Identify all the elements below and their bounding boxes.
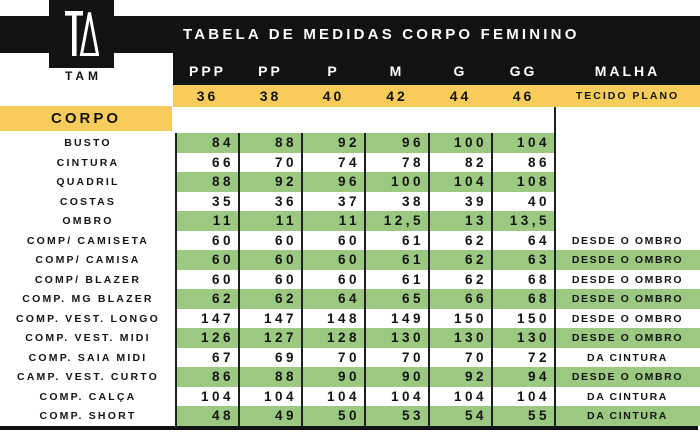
measurement-cell: 12,5	[383, 213, 424, 228]
malha-cell: DESDE O OMBRO	[571, 293, 684, 305]
measurement-row	[0, 231, 700, 251]
size-value: 38	[259, 88, 282, 104]
row-label: COMP. MG BLAZER	[22, 293, 154, 305]
measurement-cell: 60	[337, 271, 360, 287]
measurement-cell: 64	[527, 232, 550, 248]
measurement-cell: 130	[516, 330, 550, 345]
measurement-cell: 13	[464, 213, 487, 228]
size-value: 44	[449, 88, 472, 104]
measurement-row	[0, 211, 700, 231]
measurement-cell: 127	[263, 330, 297, 345]
malha-cell: DA CINTURA	[587, 351, 668, 364]
measurement-cell: 50	[337, 408, 360, 423]
row-label: COMP. CALÇA	[39, 390, 137, 403]
measurement-row	[0, 289, 700, 309]
measurement-cell: 150	[453, 310, 487, 326]
measurement-cell: 148	[326, 310, 360, 326]
size-value: 36	[196, 88, 219, 104]
measurement-cell: 88	[274, 135, 297, 150]
size-column-header: M	[389, 63, 405, 79]
measurement-cell: 150	[516, 310, 550, 326]
measurement-cell: 64	[337, 291, 360, 306]
measurement-cell: 60	[211, 271, 234, 287]
measurement-cell: 104	[453, 174, 487, 189]
measurement-cell: 82	[464, 154, 487, 170]
measurement-cell: 53	[401, 408, 424, 423]
measurement-cell: 90	[337, 369, 360, 384]
row-label: CAMP. VEST. CURTO	[16, 371, 160, 383]
measurement-cell: 104	[516, 135, 550, 150]
row-label: COMP/ CAMISA	[35, 254, 141, 266]
measurement-row	[0, 153, 700, 173]
measurement-cell: 70	[401, 349, 424, 365]
page-title: TABELA DE MEDIDAS CORPO FEMININO	[183, 26, 580, 43]
measurement-cell: 63	[527, 252, 550, 267]
measurement-cell: 88	[211, 174, 234, 189]
size-value: 40	[322, 88, 345, 104]
measurement-cell: 67	[211, 349, 234, 365]
measurement-cell: 38	[401, 193, 424, 209]
measurement-row	[0, 270, 700, 290]
measurement-cell: 74	[337, 154, 360, 170]
measurement-cell: 70	[274, 154, 297, 170]
measurement-row	[0, 192, 700, 212]
measurement-cell: 84	[211, 135, 234, 150]
measurement-row	[0, 348, 700, 368]
row-label: OMBRO	[62, 215, 114, 227]
size-column-header: GG	[509, 63, 538, 79]
row-label: COMP. VEST. MIDI	[25, 332, 151, 344]
measurement-cell: 37	[337, 193, 360, 209]
measurement-cell: 108	[516, 174, 550, 189]
measurement-cell: 62	[464, 271, 487, 287]
measurement-cell: 104	[263, 388, 297, 404]
row-label: CINTURA	[56, 156, 120, 169]
ta-logo-icon	[65, 11, 99, 59]
measurement-cell: 39	[464, 193, 487, 209]
malha-cell: DA CINTURA	[587, 410, 668, 422]
measurement-cell: 35	[211, 193, 234, 209]
malha-cell: DESDE O OMBRO	[571, 273, 684, 286]
measurement-cell: 72	[527, 349, 550, 365]
malha-cell: DESDE O OMBRO	[571, 312, 684, 325]
row-label: COMP. SHORT	[39, 410, 137, 422]
measurement-cell: 104	[516, 388, 550, 404]
measurement-row	[0, 328, 700, 348]
malha-cell: DESDE O OMBRO	[571, 332, 684, 344]
measurement-cell: 62	[274, 291, 297, 306]
row-label: COMP/ CAMISETA	[26, 234, 150, 247]
measurement-cell: 60	[274, 271, 297, 287]
measurement-cell: 60	[337, 232, 360, 248]
brand-logo-box	[49, 0, 114, 68]
malha-cell: DESDE O OMBRO	[571, 371, 684, 383]
row-label: COMP/ BLAZER	[34, 273, 142, 286]
measurement-cell: 61	[401, 271, 424, 287]
measurement-cell: 11	[338, 213, 360, 228]
measurement-cell: 96	[401, 135, 424, 150]
measurement-cell: 130	[453, 330, 487, 345]
measurement-cell: 88	[274, 369, 297, 384]
measurement-cell: 96	[337, 174, 360, 189]
measurement-cell: 130	[390, 330, 424, 345]
measurement-row	[0, 309, 700, 329]
measurement-cell: 78	[401, 154, 424, 170]
measurement-cell: 104	[326, 388, 360, 404]
measurement-cell: 92	[274, 174, 297, 189]
row-label: COMP. VEST. LONGO	[16, 312, 160, 325]
measurement-cell: 11	[212, 213, 234, 228]
measurement-row	[0, 387, 700, 407]
measurement-cell: 36	[274, 193, 297, 209]
measurement-cell: 149	[390, 310, 424, 326]
measurement-cell: 60	[274, 252, 297, 267]
measurement-cell: 11	[275, 213, 297, 228]
measurement-row	[0, 133, 700, 153]
measurement-cell: 69	[274, 349, 297, 365]
measurement-cell: 54	[464, 408, 487, 423]
measurement-cell: 94	[527, 369, 550, 384]
measurement-cell: 86	[211, 369, 234, 384]
measurement-cell: 92	[464, 369, 487, 384]
row-label: COSTAS	[59, 195, 117, 208]
tecido-plano-label: TECIDO PLANO	[575, 90, 680, 102]
size-column-header: P	[327, 63, 340, 79]
measurement-cell: 68	[527, 291, 550, 306]
measurement-cell: 60	[274, 232, 297, 248]
row-label: QUADRIL	[56, 176, 120, 188]
measurement-row	[0, 172, 700, 192]
measurement-cell: 66	[211, 154, 234, 170]
measurement-row	[0, 367, 700, 387]
measurement-cell: 100	[390, 174, 424, 189]
measurement-cell: 66	[464, 291, 487, 306]
measurement-cell: 60	[211, 252, 234, 267]
measurement-cell: 62	[464, 252, 487, 267]
measurement-cell: 70	[464, 349, 487, 365]
measurement-cell: 62	[464, 232, 487, 248]
size-column-header: G	[453, 63, 468, 79]
size-value: 46	[512, 88, 535, 104]
measurement-cell: 62	[211, 291, 234, 306]
measurement-cell: 70	[337, 349, 360, 365]
brand-name: TAM	[64, 69, 103, 83]
measurement-cell: 147	[263, 310, 297, 326]
measurement-cell: 147	[200, 310, 234, 326]
row-label: BUSTO	[64, 137, 112, 149]
measurement-row	[0, 406, 700, 426]
measurement-cell: 92	[337, 135, 360, 150]
measurement-cell: 65	[401, 291, 424, 306]
malha-cell: DESDE O OMBRO	[571, 254, 684, 266]
size-value: 42	[386, 88, 408, 104]
measurement-cell: 68	[527, 271, 550, 287]
malha-column-header: MALHA	[594, 63, 661, 79]
measurement-cell: 40	[527, 193, 550, 209]
row-label: COMP. SAIA MIDI	[28, 351, 148, 364]
measurement-cell: 61	[401, 232, 424, 248]
measurement-cell: 13,5	[509, 213, 550, 228]
measurement-cell: 90	[401, 369, 424, 384]
measurement-cell: 48	[211, 408, 234, 423]
measurement-cell: 86	[527, 154, 550, 170]
size-column-header: PPP	[188, 63, 226, 79]
measurement-cell: 104	[390, 388, 424, 404]
measurement-cell: 128	[326, 330, 360, 345]
measurement-cell: 126	[200, 330, 234, 345]
size-column-header: PP	[258, 63, 283, 79]
malha-cell: DESDE O OMBRO	[571, 234, 684, 247]
malha-cell: DA CINTURA	[587, 390, 668, 403]
measurement-cell: 104	[200, 388, 234, 404]
measurement-cell: 49	[274, 408, 297, 423]
measurement-cell: 60	[337, 252, 360, 267]
measurement-cell: 60	[211, 232, 234, 248]
measurement-row	[0, 250, 700, 270]
measurement-cell: 100	[453, 135, 487, 150]
measurement-cell: 55	[527, 408, 550, 423]
measurement-cell: 61	[401, 252, 424, 267]
corpo-section-header: CORPO	[0, 106, 172, 131]
measurement-cell: 104	[453, 388, 487, 404]
bottom-border	[0, 426, 698, 430]
